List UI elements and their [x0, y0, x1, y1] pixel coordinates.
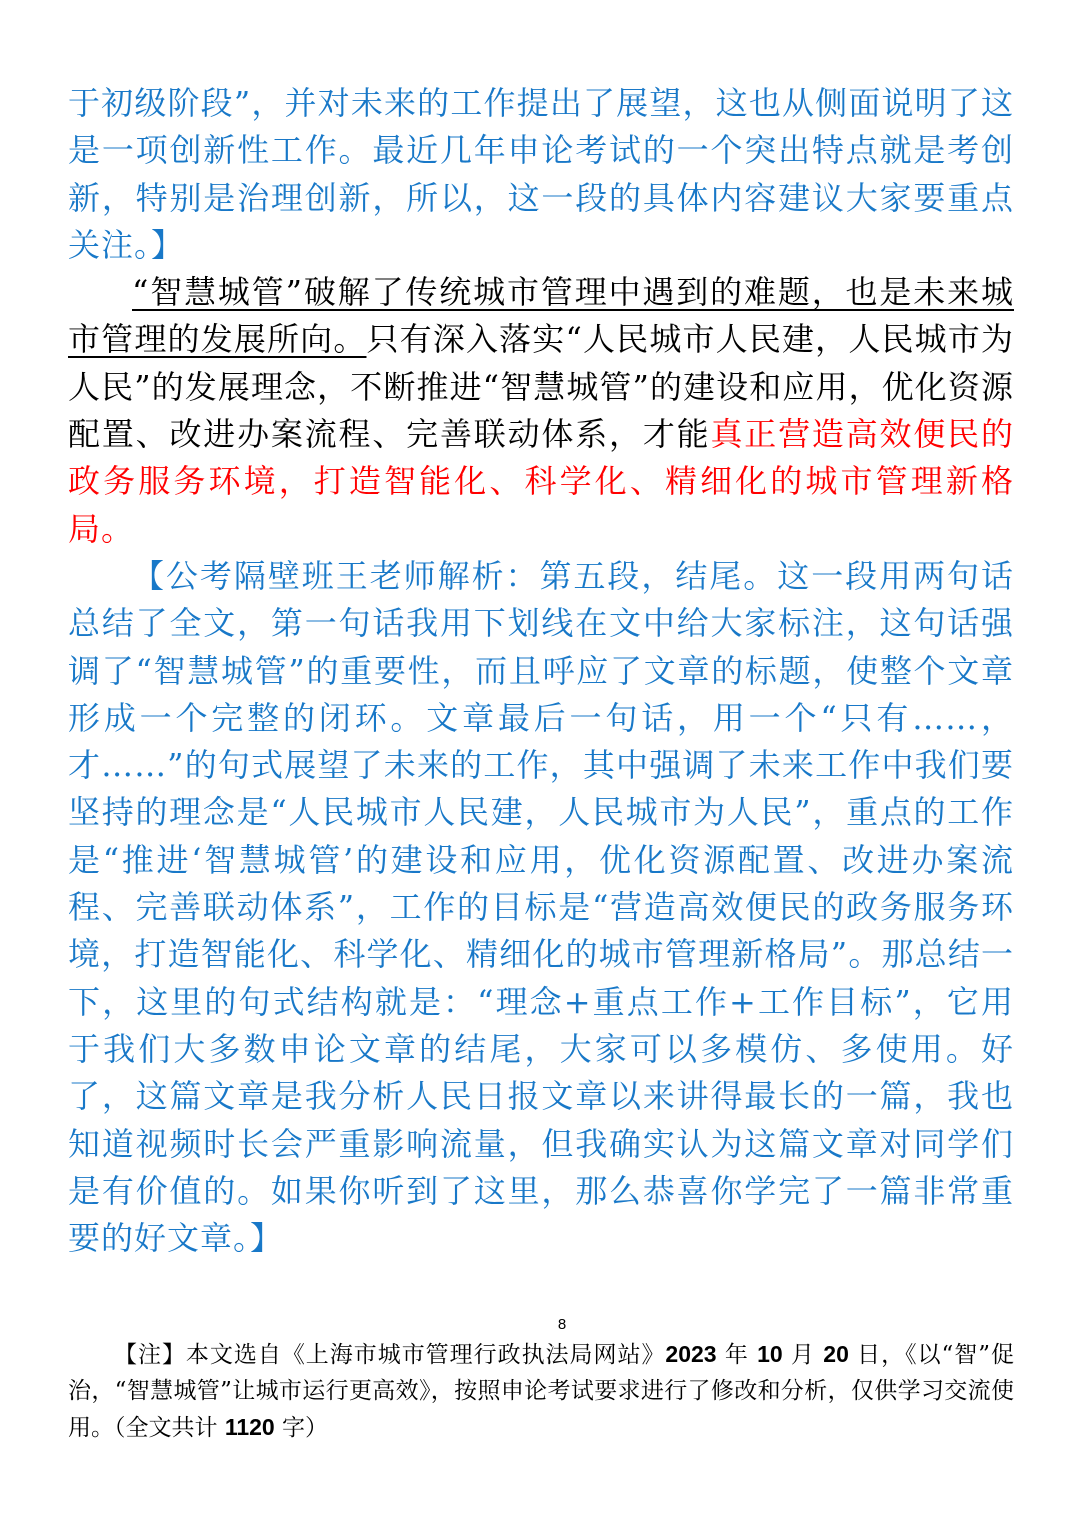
note-day: 20	[823, 1341, 849, 1367]
underlined-key-sentence: “智慧城管”破解了传统城市管理中遇到的难题，也是未来城市管理的发展所向。	[68, 273, 1014, 359]
note-month: 10	[757, 1341, 783, 1367]
page-number: 8	[557, 1316, 567, 1333]
commentary-paragraph-analysis: 【公考隔壁班王老师解析：第五段，结尾。这一段用两句话总结了全文，第一句话我用下划线在文中给大家标注，这句话强调了“智慧城管”的重要性，而且呼应了文章的标题，使整个文章形成一个完整的闭环。文章最后一句话，用一个“只有……，才……”的句式展望了未来的工作，其中强调了未来工作中我们要坚持的理念是“人民城市人民建，人民城市为人民”，重点的工作是“推进‘智慧城管’的建设和应用，优化资源配置、改进办案流程、完善联动体系”，工作的目标是“营造高效便民的政务服务环境，打造智能化、科学化、精细化的城市管理新格局”。那总结一下，这里的句式结构就是：“理念+重点工作+工作目标”，它用于我们大多数申论文章的结尾，大家可以多模仿、多使用。好了，这篇文章是我分析人民日报文章以来讲得最长的一篇，我也知道视频时长会严重影响流量，但我确实认为这篇文章对同学们是有价值的。如果你听到了这里，那么恭喜你学完了一篇非常重要的好文章。】	[68, 556, 1014, 1258]
body-sentence: 只有深入落实“人民城市人民建，人民城市为人民”的发展理念，不断推进“智慧城管”的建设和应用，优化资源配置、改进办案流程、完善联动体系，才能	[68, 320, 1014, 454]
highlighted-goal-sentence: 真正营造高效便民的政务服务环境，打造智能化、科学化、精细化的城市管理新格局。	[68, 415, 1014, 548]
article-paragraph-conclusion	[68, 269, 1014, 553]
source-note	[68, 1336, 1014, 1446]
commentary-paragraph-continued: 于初级阶段”，并对未来的工作提出了展望，这也从侧面说明了这是一项创新性工作。最近几年申论考试的一个突出特点就是考创新，特别是治理创新，所以，这一段的具体内容建议大家要重点关注。】	[68, 84, 1014, 264]
note-char-count: 1120	[224, 1414, 275, 1440]
note-year-unit: 年	[716, 1342, 758, 1368]
note-body: 日，《以“智”促治，“智慧城管”让城市运行更高效》，按照申论考试要求进行了修改和分析，仅供学习交流使用。（全文共计	[68, 1342, 1015, 1441]
note-prefix: 【注】本文选自《上海市城市管理行政执法局网站》	[114, 1342, 666, 1368]
note-month-unit: 月	[782, 1342, 824, 1368]
note-suffix: 字）	[274, 1415, 329, 1441]
note-year: 2023	[665, 1341, 717, 1367]
article-body	[68, 80, 1014, 1262]
